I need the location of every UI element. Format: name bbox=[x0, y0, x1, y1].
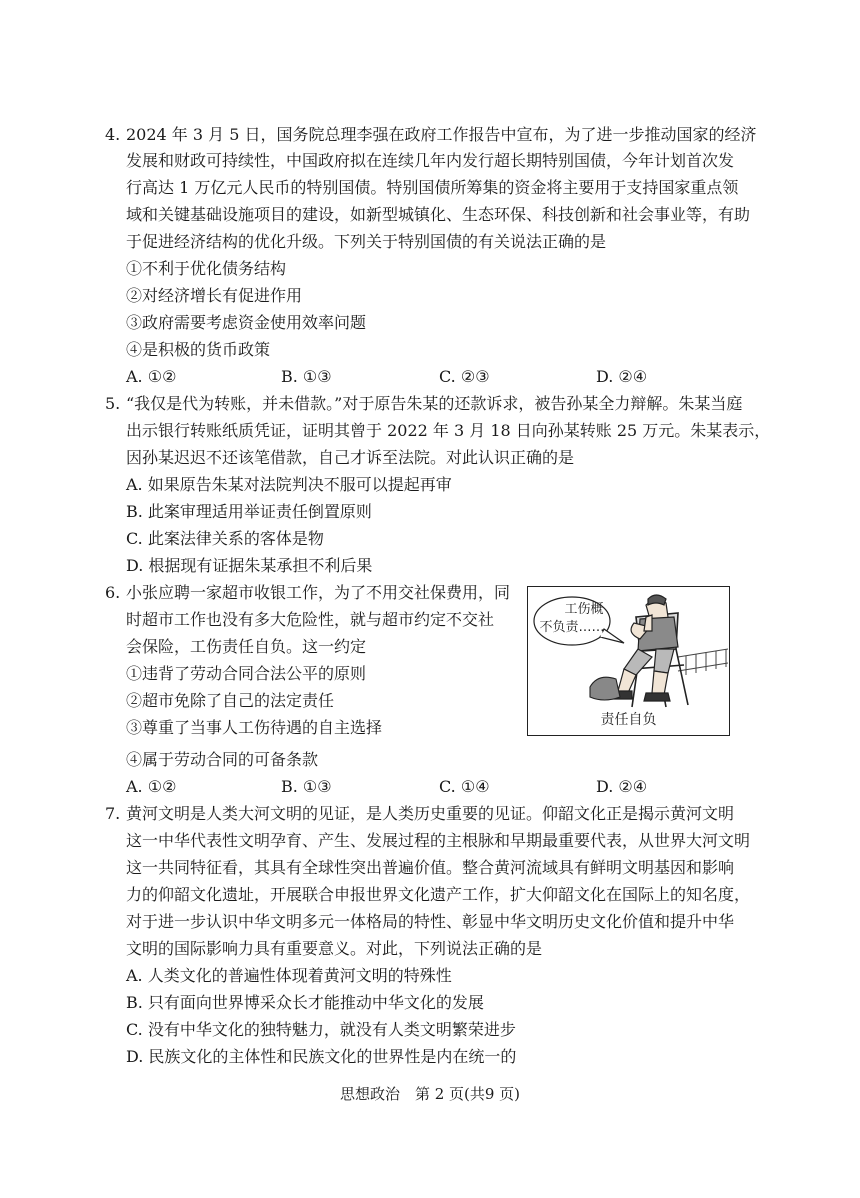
question-6-choice-d: D. ②④ bbox=[596, 777, 648, 796]
question-6-statement: ③尊重了当事人工伤待遇的自主选择 bbox=[126, 718, 383, 737]
question-6-statement: ①违背了劳动合同合法公平的原则 bbox=[126, 664, 367, 683]
question-4-statement: ③政府需要考虑资金使用效率问题 bbox=[126, 313, 367, 332]
figure-caption: 责任自负 bbox=[600, 712, 657, 728]
page-footer: 思想政治 第 2 页(共9 页) bbox=[339, 1085, 521, 1103]
question-7-stem-line: 文明的国际影响力具有重要意义。对此，下列说法正确的是 bbox=[126, 939, 543, 958]
question-4-stem-line: 域和关键基础设施项目的建设，如新型城镇化、生态环保、科技创新和社会事业等，有助 bbox=[126, 205, 751, 224]
question-6-choice-b: B. ①③ bbox=[281, 777, 332, 796]
question-4-choice-c: C. ②③ bbox=[439, 367, 490, 386]
question-4-statement: ④是积极的货币政策 bbox=[126, 340, 271, 359]
question-4-choice-a: A. ①② bbox=[126, 367, 177, 386]
question-7-stem-line: 黄河文明是人类大河文明的见证，是人类历史重要的见证。仰韶文化正是揭示黄河文明 bbox=[126, 804, 735, 823]
question-5-option-d: D. 根据现有证据朱某承担不利后果 bbox=[126, 556, 373, 575]
question-4-stem-line: 发展和财政可持续性，中国政府拟在连续几年内发行超长期特别国债，今年计划首次发 bbox=[126, 151, 735, 170]
question-6-statement: ④属于劳动合同的可备条款 bbox=[126, 750, 319, 769]
question-6-stem-line: 会保险，工伤责任自负。这一约定 bbox=[126, 637, 367, 656]
bubble-text-line-2: 不负责…… bbox=[539, 620, 605, 635]
question-6-stem-line: 小张应聘一家超市收银工作，为了不用交社保费用，同 bbox=[126, 583, 511, 602]
question-4-stem-line: 2024 年 3 月 5 日，国务院总理李强在政府工作报告中宣布，为了进一步推动国家的经济 bbox=[126, 125, 757, 144]
question-7-stem-line: 对于进一步认识中华文明多元一体格局的特性、彰显中华文明历史文化价值和提升中华 bbox=[126, 912, 735, 931]
question-7-stem-line: 这一中华代表性文明孕育、产生、发展过程的主根脉和早期最重要代表，从世界大河文明 bbox=[126, 831, 751, 850]
question-4-choice-d: D. ②④ bbox=[596, 367, 648, 386]
question-4-number: 4. bbox=[105, 125, 121, 144]
question-5-option-a: A. 如果原告朱某对法院判决不服可以提起再审 bbox=[126, 475, 452, 494]
question-4-choice-b: B. ①③ bbox=[281, 367, 332, 386]
question-4-stem-line: 行高达 1 万亿元人民币的特别国债。特别国债所筹集的资金将主要用于支持国家重点领 bbox=[126, 178, 739, 197]
question-5-stem-line: 出示银行转账纸质凭证，证明其曾于 2022 年 3 月 18 日向孙某转账 25 万元。朱某表示， bbox=[126, 421, 771, 440]
question-6-statement: ②超市免除了自己的法定责任 bbox=[126, 691, 335, 710]
question-5-stem-line: “我仅是代为转账，并未借款。”对于原告朱某的还款诉求，被告孙某全力辩解。朱某当庭 bbox=[126, 394, 743, 413]
question-6-stem-line: 时超市工作也没有多大危险性，就与超市约定不交社 bbox=[126, 610, 495, 629]
question-6-choice-a: A. ①② bbox=[126, 777, 177, 796]
question-7-number: 7. bbox=[105, 804, 121, 823]
question-5-option-b: B. 此案审理适用举证责任倒置原则 bbox=[126, 502, 372, 521]
question-4-statement: ①不利于优化债务结构 bbox=[126, 259, 287, 278]
bubble-text-line-1: 工伤概 bbox=[564, 602, 604, 617]
question-7-option-d: D. 民族文化的主体性和民族文化的世界性是内在统一的 bbox=[126, 1047, 517, 1066]
question-7-option-a: A. 人类文化的普遍性体现着黄河文明的特殊性 bbox=[126, 966, 452, 985]
cartoon-figure bbox=[527, 586, 730, 736]
seated-man bbox=[608, 595, 678, 701]
question-6-number: 6. bbox=[105, 583, 121, 602]
question-7-option-c: C. 没有中华文化的独特魅力，就没有人类文明繁荣进步 bbox=[126, 1020, 516, 1039]
question-5-stem-line: 因孙某迟迟不还该笔借款，自己才诉至法院。对此认识正确的是 bbox=[126, 448, 575, 467]
question-5-option-c: C. 此案法律关系的客体是物 bbox=[126, 529, 324, 548]
question-5-number: 5. bbox=[105, 394, 121, 413]
background-railing bbox=[678, 649, 728, 675]
question-6-choice-c: C. ①④ bbox=[439, 777, 490, 796]
bag bbox=[590, 677, 620, 700]
question-7-stem-line: 这一共同特征看，其具有全球性突出普遍价值。整合黄河流域具有鲜明文明基因和影响 bbox=[126, 858, 735, 877]
cartoon-illustration bbox=[528, 587, 728, 713]
question-4-statement: ②对经济增长有促进作用 bbox=[126, 286, 303, 305]
question-4-stem-line: 于促进经济结构的优化升级。下列关于特别国债的有关说法正确的是 bbox=[126, 232, 607, 251]
question-7-option-b: B. 只有面向世界博采众长才能推动中华文化的发展 bbox=[126, 993, 484, 1012]
question-7-stem-line: 力的仰韶文化遗址，开展联合申报世界文化遗产工作，扩大仰韶文化在国际上的知名度， bbox=[126, 885, 751, 904]
